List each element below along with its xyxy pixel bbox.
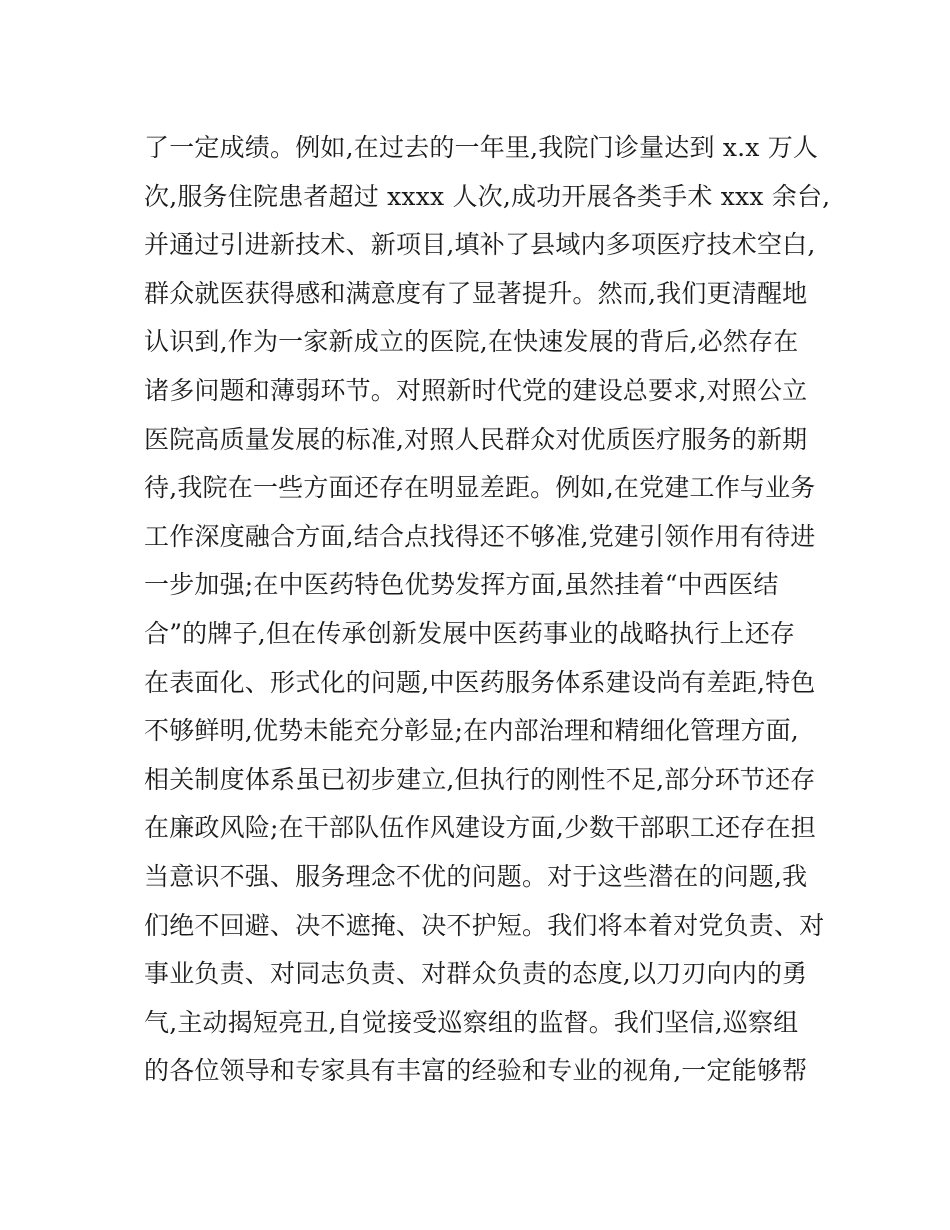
- text-line: 在表面化、形式化的问题,中医药服务体系建设尚有差距,特色: [144, 667, 816, 697]
- text-line: 待,我院在一些方面还存在明显差距。例如,在党建工作与业务: [144, 473, 816, 503]
- text-line: 合”的牌子,但在传承创新发展中医药事业的战略执行上还存: [144, 618, 796, 648]
- text-line: 并通过引进新技术、新项目,填补了县域内多项医疗技术空白,: [144, 230, 816, 260]
- text-line: 在廉政风险;在干部队伍作风建设方面,少数干部职工还存在担: [144, 813, 816, 843]
- text-line: 一步加强;在中医药特色优势发挥方面,虽然挂着“中西医结: [144, 570, 779, 600]
- text-line: 群众就医获得感和满意度有了显著提升。然而,我们更清醒地: [144, 278, 808, 308]
- text-line: 次,服务住院患者超过 xxxx 人次,成功开展各类手术 xxx 余台,: [144, 181, 831, 211]
- text-line: 医院高质量发展的标准,对照人民群众对优质医疗服务的新期: [144, 424, 808, 454]
- text-line: 相关制度体系虽已初步建立,但执行的刚性不足,部分环节还存: [144, 764, 816, 794]
- text-line: 们绝不回避、决不遮掩、决不护短。我们将本着对党负责、对: [144, 910, 825, 940]
- text-line: 认识到,作为一家新成立的医院,在快速发展的背后,必然存在: [144, 327, 799, 357]
- text-line: 工作深度融合方面,结合点找得还不够准,党建引领作用有待进: [144, 521, 816, 551]
- text-line: 了一定成绩。例如,在过去的一年里,我院门诊量达到 x.x 万人: [144, 133, 819, 162]
- body-text: [144, 124, 831, 1096]
- text-line: 不够鲜明,优势未能充分彰显;在内部治理和精细化管理方面,: [144, 716, 799, 746]
- text-line: 当意识不强、服务理念不优的问题。对于这些潜在的问题,我: [144, 861, 808, 891]
- text-line: 事业负责、对同志负责、对群众负责的态度,以刀刃向内的勇: [144, 959, 808, 989]
- text-line: 气,主动揭短亮丑,自觉接受巡察组的监督。我们坚信,巡察组: [144, 1007, 799, 1037]
- text-line: 诸多问题和薄弱环节。对照新时代党的建设总要求,对照公立: [144, 375, 808, 405]
- text-line: 的各位领导和专家具有丰富的经验和专业的视角,一定能够帮: [144, 1056, 808, 1086]
